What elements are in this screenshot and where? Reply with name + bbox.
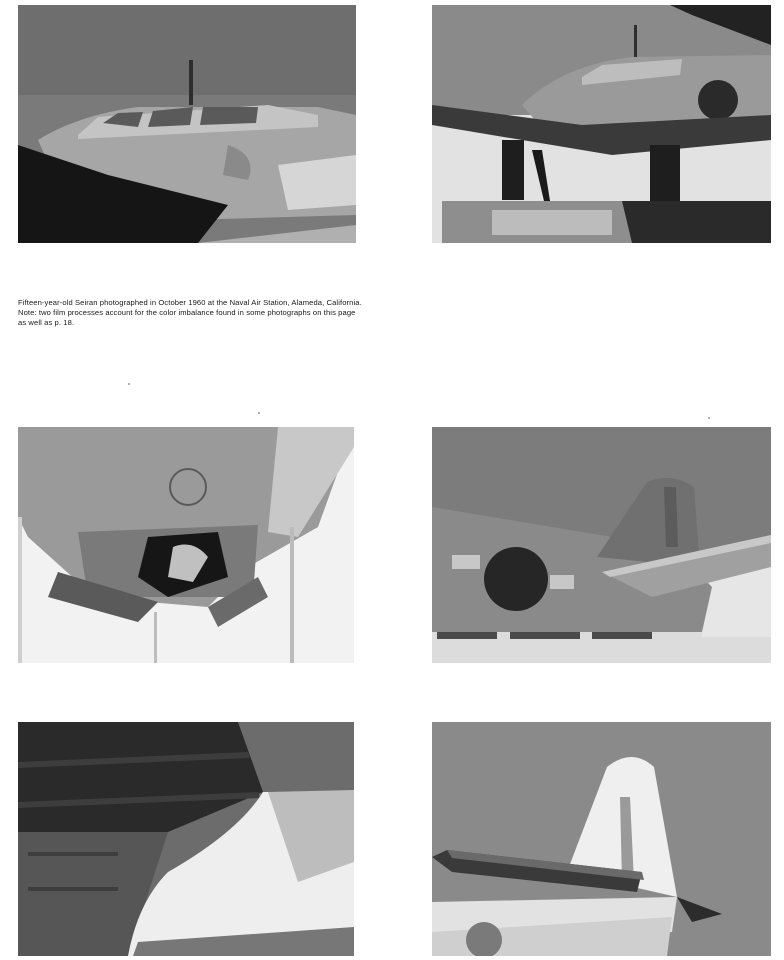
photo-tail-bright: [432, 722, 771, 956]
photo-tail-hinomaru: [432, 427, 771, 663]
photo-canopy-left: [18, 5, 356, 243]
photo-underside: [18, 427, 354, 663]
photo-wing-root-image: [18, 722, 354, 956]
photo-canopy-float-image: [432, 5, 771, 243]
page-speck: [258, 412, 260, 414]
photo-tail-bright-image: [432, 722, 771, 956]
page-speck: [708, 417, 710, 419]
photo-underside-image: [18, 427, 354, 663]
photo-caption: Fifteen-year-old Seiran photographed in October 1960 at the Naval Air Station, Alameda, California. Note: two film processes account for the color imbalance found in some photographs on this page as well as p. 18.: [18, 298, 362, 327]
page-speck: [128, 383, 130, 385]
photo-wing-root: [18, 722, 354, 956]
photo-canopy-float: [432, 5, 771, 243]
photo-tail-hinomaru-image: [432, 427, 771, 663]
photo-canopy-left-image: [18, 5, 356, 243]
